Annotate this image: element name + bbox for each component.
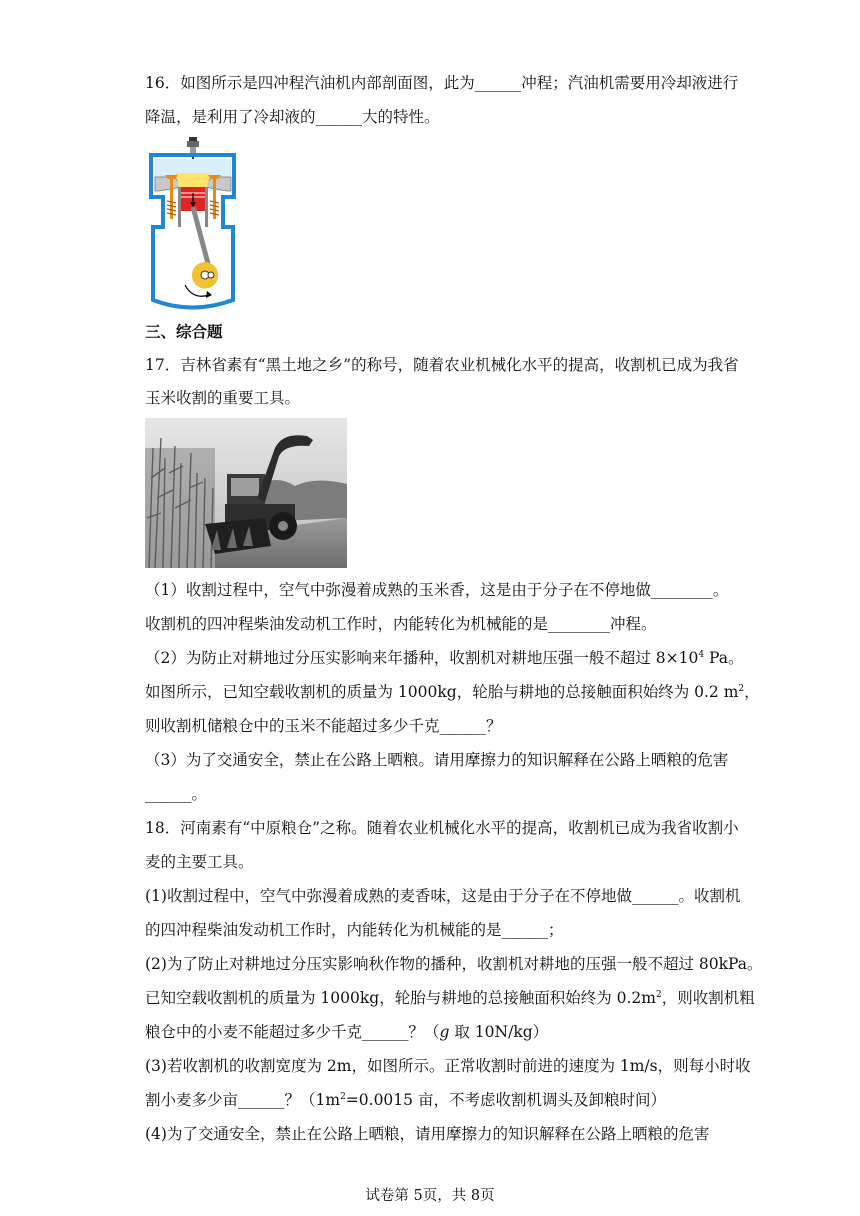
q18-part2-area-exponent: 2 bbox=[655, 990, 662, 1000]
q18-part2-g-value: 取 10N/kg） bbox=[449, 1023, 549, 1041]
q17-part2-area-text: 如图所示，已知空载收割机的质量为 1000kg，轮胎与耕地的总接触面积始终为 0.2 m bbox=[145, 683, 739, 701]
page-footer: 试卷第 5页，共 8页 bbox=[365, 1188, 495, 1204]
q17-part2-line3: 则收割机储粮仓中的玉米不能超过多少千克______？ bbox=[145, 717, 502, 735]
q17-part2-exponent: 4 bbox=[698, 650, 705, 660]
section-heading-3: 三、综合题 bbox=[145, 323, 223, 341]
q17-intro-line1: 17．吉林省素有“黑土地之乡”的称号，随着农业机械化水平的提高，收割机已成为我省 bbox=[145, 356, 739, 374]
q18-part2-g-symbol: g bbox=[439, 1023, 450, 1041]
q17-part2-line2 bbox=[145, 682, 760, 702]
q18-part3-line2 bbox=[145, 1090, 666, 1110]
q18-part2-area-tail: ，则收割机粗 bbox=[661, 989, 755, 1007]
harvester-photo bbox=[145, 418, 347, 568]
q18-part2-line2 bbox=[145, 988, 755, 1008]
q18-intro-line1: 18．河南素有“中原粮仓”之称。随着农业机械化水平的提高，收割机已成为我省收割小 bbox=[145, 819, 739, 837]
q18-part1-line1: (1)收割过程中，空气中弥漫着成熟的麦香味，这是由于分子在不停地做______。收割机 bbox=[145, 887, 741, 905]
q18-intro-line2: 麦的主要工具。 bbox=[145, 853, 254, 871]
engine-cross-section-figure bbox=[145, 135, 240, 310]
q17-part2-area-exponent: 2 bbox=[738, 684, 745, 694]
q18-part3-exponent: 2 bbox=[340, 1092, 346, 1102]
q18-part1-line2: 的四冲程柴油发动机工作时，内能转化为机械能的是______； bbox=[145, 921, 564, 939]
q16-line1: 16．如图所示是四冲程汽油机内部剖面图，此为______冲程；汽油机需要用冷却液进行 bbox=[145, 74, 739, 92]
q18-part3-line1: (3)若收割机的收割宽度为 2m，如图所示。正常收割时前进的速度为 1m/s，则每小时收 bbox=[145, 1057, 751, 1075]
q18-part2-area-text: 已知空载收割机的质量为 1000kg，轮胎与耕地的总接触面积始终为 0.2m bbox=[145, 989, 656, 1007]
q18-part4-line1: (4)为了交通安全，禁止在公路上晒粮，请用摩擦力的知识解释在公路上晒粮的危害 bbox=[145, 1125, 710, 1143]
q18-part2-question: 粮仓中的小麦不能超过多少千克______？（ bbox=[145, 1023, 440, 1041]
q18-part2-line3 bbox=[145, 1022, 548, 1042]
q18-part3-question: 割小麦多少亩______？（1m bbox=[145, 1091, 341, 1109]
q16-line2: 降温，是利用了冷却液的______大的特性。 bbox=[145, 108, 440, 126]
q18-part2-line1: (2)为了防止对耕地过分压实影响秋作物的播种，收割机对耕地的压强一般不超过 80kPa。 bbox=[145, 955, 763, 973]
q17-part1-line1: （1）收割过程中，空气中弥漫着成熟的玉米香，这是由于分子在不停地做________。 bbox=[145, 581, 729, 599]
q17-part3-line2: ______。 bbox=[145, 785, 208, 803]
q18-part3-note: =0.0015 亩，不考虑收割机调头及卸粮时间） bbox=[345, 1091, 666, 1109]
q17-part2-text-a: （2）为防止对耕地过分压实影响来年播种，收割机对耕地压强一般不超过 8×10 bbox=[145, 649, 699, 667]
q17-intro-line2: 玉米收割的重要工具。 bbox=[145, 389, 301, 407]
q17-part2-area-punct: ， bbox=[744, 683, 760, 701]
q17-part2-line1 bbox=[145, 648, 744, 668]
q17-part1-line2: 收割机的四冲程柴油发动机工作时，内能转化为机械能的是________冲程。 bbox=[145, 615, 657, 633]
q17-part3-line1: （3）为了交通安全，禁止在公路上晒粮。请用摩擦力的知识解释在公路上晒粮的危害 bbox=[145, 751, 729, 769]
q17-part2-text-b: Pa。 bbox=[704, 649, 744, 667]
